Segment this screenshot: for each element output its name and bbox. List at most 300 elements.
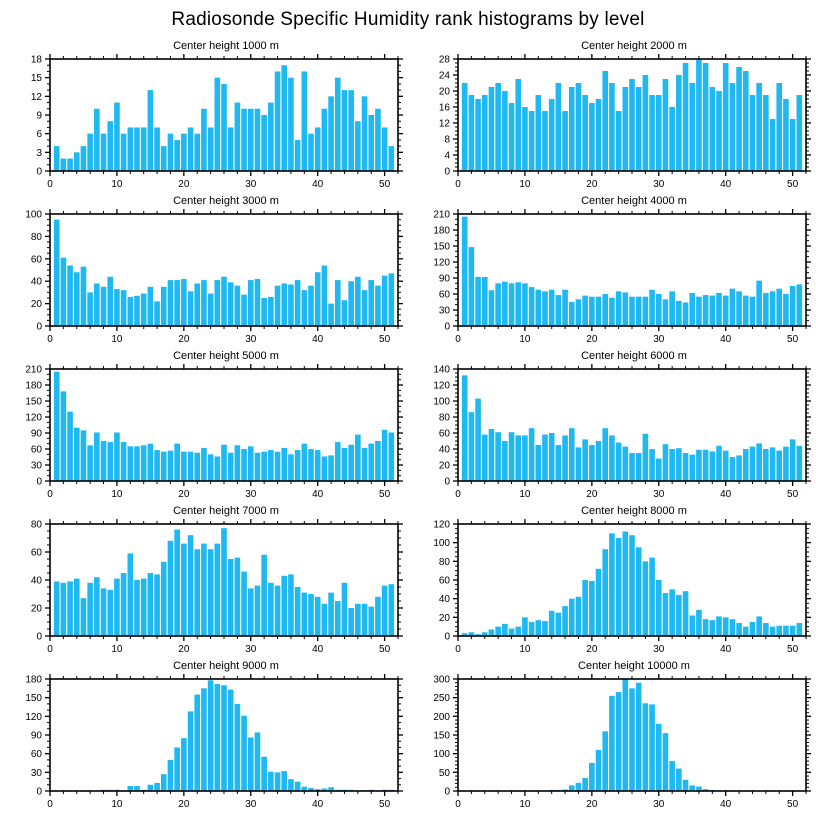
bar-rank-7	[94, 109, 100, 171]
bar-rank-10	[522, 283, 528, 326]
bar-rank-30	[656, 580, 662, 636]
bar-rank-25	[623, 679, 629, 791]
bar-rank-47	[770, 447, 776, 481]
tick-label: 80	[438, 412, 450, 424]
bar-rank-46	[763, 293, 769, 326]
tick-label: 50	[787, 334, 799, 345]
bar-rank-26	[221, 84, 227, 171]
bar-rank-36	[288, 78, 294, 171]
bar-rank-9	[107, 121, 113, 171]
bar-rank-40	[315, 597, 321, 636]
bar-rank-45	[348, 90, 354, 171]
tick-label: 20	[438, 460, 450, 472]
bar-rank-8	[509, 103, 515, 171]
bar-rank-16	[154, 301, 160, 326]
bar-rank-19	[174, 140, 180, 171]
bar-rank-15	[148, 90, 154, 171]
tick-label: 210	[25, 364, 42, 376]
bar-rank-31	[255, 279, 261, 326]
tick-label: 30	[653, 644, 665, 655]
bar-rank-46	[355, 435, 361, 481]
bar-rank-45	[348, 445, 354, 481]
bar-rank-20	[589, 103, 595, 171]
bar-rank-46	[355, 277, 361, 326]
panel-title: Center height 9000 m	[173, 660, 279, 672]
bar-rank-42	[328, 304, 334, 326]
bar-rank-44	[342, 300, 348, 326]
tick-label: 200	[433, 711, 450, 723]
tick-label: 30	[653, 489, 665, 500]
bar-rank-20	[181, 738, 187, 791]
tick-label: 20	[438, 612, 450, 624]
bar-rank-1	[462, 217, 468, 326]
bar-rank-49	[783, 99, 789, 171]
bar-rank-19	[582, 296, 588, 326]
bar-rank-29	[649, 704, 655, 791]
bar-rank-35	[281, 448, 287, 481]
bar-rank-42	[328, 593, 334, 636]
bar-rank-43	[743, 296, 749, 326]
tick-label: 180	[25, 674, 42, 686]
bar-rank-18	[168, 760, 174, 791]
bar-rank-46	[355, 121, 361, 171]
bar-rank-29	[241, 295, 247, 326]
bar-rank-20	[589, 763, 595, 791]
tick-label: 20	[586, 179, 598, 190]
bar-rank-47	[362, 290, 368, 326]
bar-rank-14	[549, 290, 555, 326]
tick-label: 40	[438, 594, 450, 606]
bar-rank-39	[716, 293, 722, 326]
bar-rank-14	[141, 579, 147, 636]
bar-rank-15	[148, 573, 154, 636]
bar-rank-35	[689, 293, 695, 326]
bar-rank-18	[576, 83, 582, 171]
bar-rank-17	[161, 287, 167, 326]
bar-rank-50	[790, 626, 796, 636]
bar-rank-48	[368, 115, 374, 171]
bar-rank-32	[261, 555, 267, 636]
bar-rank-28	[643, 75, 649, 171]
bar-rank-15	[556, 613, 562, 636]
tick-label: 250	[433, 693, 450, 705]
bar-rank-12	[128, 446, 134, 481]
tick-label: 40	[720, 179, 732, 190]
tick-label: 20	[30, 299, 42, 311]
bar-rank-46	[763, 449, 769, 481]
bar-rank-31	[663, 299, 669, 326]
bar-rank-6	[495, 627, 501, 636]
bar-rank-33	[268, 583, 274, 636]
bar-rank-50	[790, 286, 796, 326]
bar-rank-18	[576, 299, 582, 326]
bar-rank-26	[629, 688, 635, 791]
histogram-panel-7	[0, 504, 408, 659]
histogram-panel-3	[0, 194, 408, 349]
bar-rank-13	[134, 446, 140, 481]
bar-rank-49	[375, 441, 381, 481]
bar-rank-15	[148, 444, 154, 481]
tick-label: 8	[444, 134, 450, 146]
bar-rank-10	[114, 103, 120, 171]
bar-rank-37	[703, 63, 709, 171]
bar-rank-44	[342, 583, 348, 636]
bar-rank-28	[235, 103, 241, 171]
tick-label: 80	[438, 556, 450, 568]
bar-rank-33	[268, 297, 274, 326]
tick-label: 210	[433, 209, 450, 221]
tick-label: 30	[653, 334, 665, 345]
bar-rank-37	[703, 619, 709, 636]
bar-rank-14	[549, 611, 555, 636]
bar-rank-29	[649, 290, 655, 326]
bar-rank-38	[710, 451, 716, 481]
bar-rank-25	[623, 292, 629, 326]
bar-rank-4	[74, 579, 80, 636]
tick-label: 10	[111, 179, 123, 190]
bar-rank-25	[215, 456, 221, 481]
bar-rank-36	[288, 574, 294, 636]
tick-label: 15	[30, 73, 42, 85]
bar-rank-33	[676, 75, 682, 171]
bar-rank-20	[589, 445, 595, 481]
tick-label: 120	[433, 380, 450, 392]
bar-rank-35	[281, 771, 287, 791]
bar-rank-41	[730, 457, 736, 481]
tick-label: 120	[433, 519, 450, 531]
bar-rank-45	[756, 281, 762, 326]
bar-rank-1	[54, 146, 60, 171]
bar-rank-30	[656, 95, 662, 171]
tick-label: 90	[30, 730, 42, 742]
bar-rank-25	[215, 78, 221, 171]
bar-rank-17	[569, 302, 575, 326]
bar-rank-16	[154, 574, 160, 636]
tick-label: 0	[47, 489, 53, 500]
bar-rank-22	[194, 134, 200, 171]
bar-rank-38	[710, 87, 716, 171]
tick-label: 100	[433, 396, 450, 408]
bar-rank-36	[696, 59, 702, 171]
tick-label: 40	[30, 575, 42, 587]
bar-rank-1	[54, 581, 60, 636]
histogram-chart	[0, 363, 408, 503]
bar-rank-26	[221, 277, 227, 326]
histogram-chart	[0, 673, 408, 813]
bar-rank-11	[121, 573, 127, 636]
bar-rank-4	[74, 152, 80, 171]
bar-rank-23	[609, 435, 615, 481]
bar-rank-11	[529, 111, 535, 171]
bar-rank-42	[328, 455, 334, 481]
tick-label: 30	[438, 305, 450, 317]
tick-label: 60	[30, 254, 42, 266]
bar-rank-34	[683, 303, 689, 326]
bar-rank-25	[623, 531, 629, 636]
bar-rank-23	[201, 688, 207, 791]
bar-rank-40	[315, 272, 321, 326]
bar-rank-10	[114, 579, 120, 636]
tick-label: 0	[47, 644, 53, 655]
bar-rank-50	[790, 439, 796, 481]
bar-rank-38	[302, 71, 308, 171]
tick-label: 100	[433, 538, 450, 550]
bar-rank-17	[161, 146, 167, 171]
bar-rank-38	[710, 296, 716, 326]
bar-rank-19	[582, 778, 588, 791]
bar-rank-5	[489, 87, 495, 171]
tick-label: 100	[25, 209, 42, 221]
tick-label: 50	[379, 179, 391, 190]
tick-label: 10	[111, 489, 123, 500]
bar-rank-12	[128, 127, 134, 171]
bar-rank-23	[609, 298, 615, 326]
bar-rank-26	[221, 445, 227, 481]
tick-label: 30	[653, 179, 665, 190]
bar-rank-43	[335, 280, 341, 326]
bar-rank-22	[194, 695, 200, 791]
bar-rank-42	[736, 67, 742, 171]
bar-rank-45	[756, 443, 762, 481]
bar-rank-11	[121, 134, 127, 171]
histogram-panel-8	[408, 504, 816, 659]
bar-rank-49	[783, 294, 789, 326]
tick-label: 10	[519, 334, 531, 345]
bar-rank-7	[502, 282, 508, 326]
bar-rank-19	[582, 580, 588, 636]
tick-label: 0	[455, 644, 461, 655]
bar-rank-13	[134, 127, 140, 171]
histogram-chart	[408, 673, 816, 813]
bar-rank-40	[315, 127, 321, 171]
tick-label: 180	[25, 380, 42, 392]
bar-rank-5	[489, 429, 495, 481]
bar-rank-32	[669, 589, 675, 636]
tick-label: 150	[25, 396, 42, 408]
histogram-panel-1	[0, 39, 408, 194]
bar-rank-45	[756, 616, 762, 636]
panel-title: Center height 8000 m	[581, 505, 687, 517]
bar-rank-32	[669, 761, 675, 791]
bar-rank-42	[736, 623, 742, 636]
histogram-chart	[408, 208, 816, 348]
bar-rank-33	[676, 769, 682, 791]
bar-rank-21	[188, 452, 194, 481]
bar-rank-7	[502, 624, 508, 636]
bar-rank-24	[616, 111, 622, 171]
bar-rank-17	[161, 452, 167, 481]
bar-rank-11	[529, 622, 535, 636]
tick-label: 40	[720, 334, 732, 345]
bar-rank-35	[689, 615, 695, 636]
bar-rank-24	[208, 549, 214, 636]
bar-rank-38	[710, 620, 716, 636]
bar-rank-10	[522, 435, 528, 481]
bar-rank-17	[569, 87, 575, 171]
bar-rank-3	[475, 277, 481, 326]
bar-rank-23	[609, 83, 615, 171]
tick-label: 0	[455, 799, 461, 810]
tick-label: 300	[433, 674, 450, 686]
bar-rank-6	[87, 134, 93, 171]
tick-label: 60	[438, 428, 450, 440]
bar-rank-32	[669, 107, 675, 171]
bar-rank-29	[241, 109, 247, 171]
bar-rank-31	[663, 79, 669, 171]
bar-rank-31	[663, 733, 669, 791]
bar-rank-21	[188, 535, 194, 636]
bar-rank-14	[549, 99, 555, 171]
bar-rank-35	[281, 283, 287, 326]
bar-rank-7	[94, 432, 100, 481]
bar-rank-17	[569, 785, 575, 791]
bar-rank-2	[61, 391, 67, 481]
bar-rank-36	[288, 285, 294, 326]
bar-rank-17	[161, 774, 167, 791]
bar-rank-31	[663, 444, 669, 481]
bar-rank-20	[589, 297, 595, 326]
bar-rank-22	[194, 283, 200, 326]
bar-rank-49	[375, 109, 381, 171]
tick-label: 150	[25, 693, 42, 705]
bar-rank-6	[495, 283, 501, 326]
bar-rank-30	[248, 737, 254, 791]
bar-rank-7	[94, 577, 100, 636]
bar-rank-21	[596, 99, 602, 171]
bar-rank-18	[576, 597, 582, 636]
bar-rank-1	[54, 220, 60, 326]
bar-rank-40	[723, 451, 729, 481]
tick-label: 0	[36, 321, 42, 333]
bar-rank-27	[228, 690, 234, 791]
panel-title: Center height 6000 m	[581, 350, 687, 362]
tick-label: 40	[312, 179, 324, 190]
tick-label: 12	[438, 118, 450, 130]
bar-rank-3	[475, 99, 481, 171]
bar-rank-29	[241, 572, 247, 636]
bar-rank-16	[154, 783, 160, 791]
tick-label: 0	[444, 786, 450, 798]
bar-rank-37	[295, 587, 301, 636]
bar-rank-16	[154, 450, 160, 481]
bar-rank-27	[636, 683, 642, 791]
bar-rank-9	[107, 590, 113, 636]
bar-rank-36	[288, 779, 294, 791]
tick-label: 28	[438, 54, 450, 66]
bar-rank-16	[154, 127, 160, 171]
bar-rank-24	[208, 454, 214, 481]
bar-rank-8	[101, 287, 107, 326]
tick-label: 20	[586, 644, 598, 655]
tick-label: 10	[519, 644, 531, 655]
bar-rank-18	[168, 451, 174, 481]
tick-label: 10	[111, 334, 123, 345]
bar-rank-44	[750, 95, 756, 171]
tick-label: 30	[245, 644, 257, 655]
bar-rank-2	[61, 159, 67, 171]
bar-rank-33	[676, 301, 682, 326]
bar-rank-13	[134, 580, 140, 636]
bar-rank-50	[382, 586, 388, 636]
bar-rank-44	[750, 447, 756, 481]
tick-label: 80	[30, 231, 42, 243]
bar-rank-20	[181, 452, 187, 481]
bar-rank-15	[556, 445, 562, 481]
bar-rank-31	[255, 733, 261, 791]
bar-rank-18	[576, 447, 582, 481]
bar-rank-43	[743, 71, 749, 171]
bar-rank-22	[602, 71, 608, 171]
bar-rank-33	[676, 448, 682, 481]
bar-rank-26	[629, 453, 635, 481]
tick-label: 20	[30, 603, 42, 615]
tick-label: 18	[30, 54, 42, 66]
bar-rank-39	[308, 134, 314, 171]
bar-rank-51	[797, 95, 803, 171]
bar-rank-10	[114, 432, 120, 481]
tick-label: 150	[433, 730, 450, 742]
bar-rank-36	[696, 610, 702, 636]
bar-rank-17	[569, 428, 575, 481]
bar-rank-12	[128, 553, 134, 636]
tick-label: 30	[245, 799, 257, 810]
bar-rank-31	[255, 586, 261, 636]
bar-rank-45	[348, 281, 354, 326]
bar-rank-51	[389, 146, 395, 171]
bar-rank-5	[81, 598, 87, 636]
bar-rank-9	[515, 435, 521, 481]
bar-rank-23	[201, 544, 207, 636]
tick-label: 180	[433, 225, 450, 237]
bar-rank-6	[87, 583, 93, 636]
bar-rank-21	[596, 569, 602, 636]
tick-label: 20	[178, 179, 190, 190]
histogram-panel-9	[0, 659, 408, 814]
bar-rank-5	[489, 629, 495, 636]
bar-rank-30	[248, 280, 254, 326]
bar-rank-48	[368, 607, 374, 636]
bar-rank-39	[308, 286, 314, 326]
bar-rank-24	[208, 127, 214, 171]
bar-rank-35	[689, 455, 695, 481]
bar-rank-33	[268, 450, 274, 481]
bar-rank-6	[495, 432, 501, 481]
tick-label: 30	[245, 179, 257, 190]
bar-rank-42	[736, 291, 742, 326]
bar-rank-37	[295, 140, 301, 171]
bar-rank-41	[322, 109, 328, 171]
tick-label: 100	[433, 749, 450, 761]
bar-rank-47	[770, 627, 776, 636]
tick-label: 4	[444, 150, 450, 162]
bar-rank-27	[636, 453, 642, 481]
bar-rank-13	[542, 435, 548, 481]
bar-rank-34	[683, 63, 689, 171]
tick-label: 40	[30, 276, 42, 288]
bar-rank-34	[683, 591, 689, 636]
bar-rank-49	[375, 597, 381, 636]
bar-rank-50	[382, 430, 388, 481]
bar-rank-41	[322, 456, 328, 481]
bar-rank-6	[87, 445, 93, 481]
tick-label: 20	[586, 799, 598, 810]
bar-rank-33	[268, 772, 274, 791]
bar-rank-3	[67, 266, 73, 326]
tick-label: 30	[245, 489, 257, 500]
bar-rank-20	[181, 134, 187, 171]
bar-rank-34	[275, 71, 281, 171]
bar-rank-12	[536, 445, 542, 481]
